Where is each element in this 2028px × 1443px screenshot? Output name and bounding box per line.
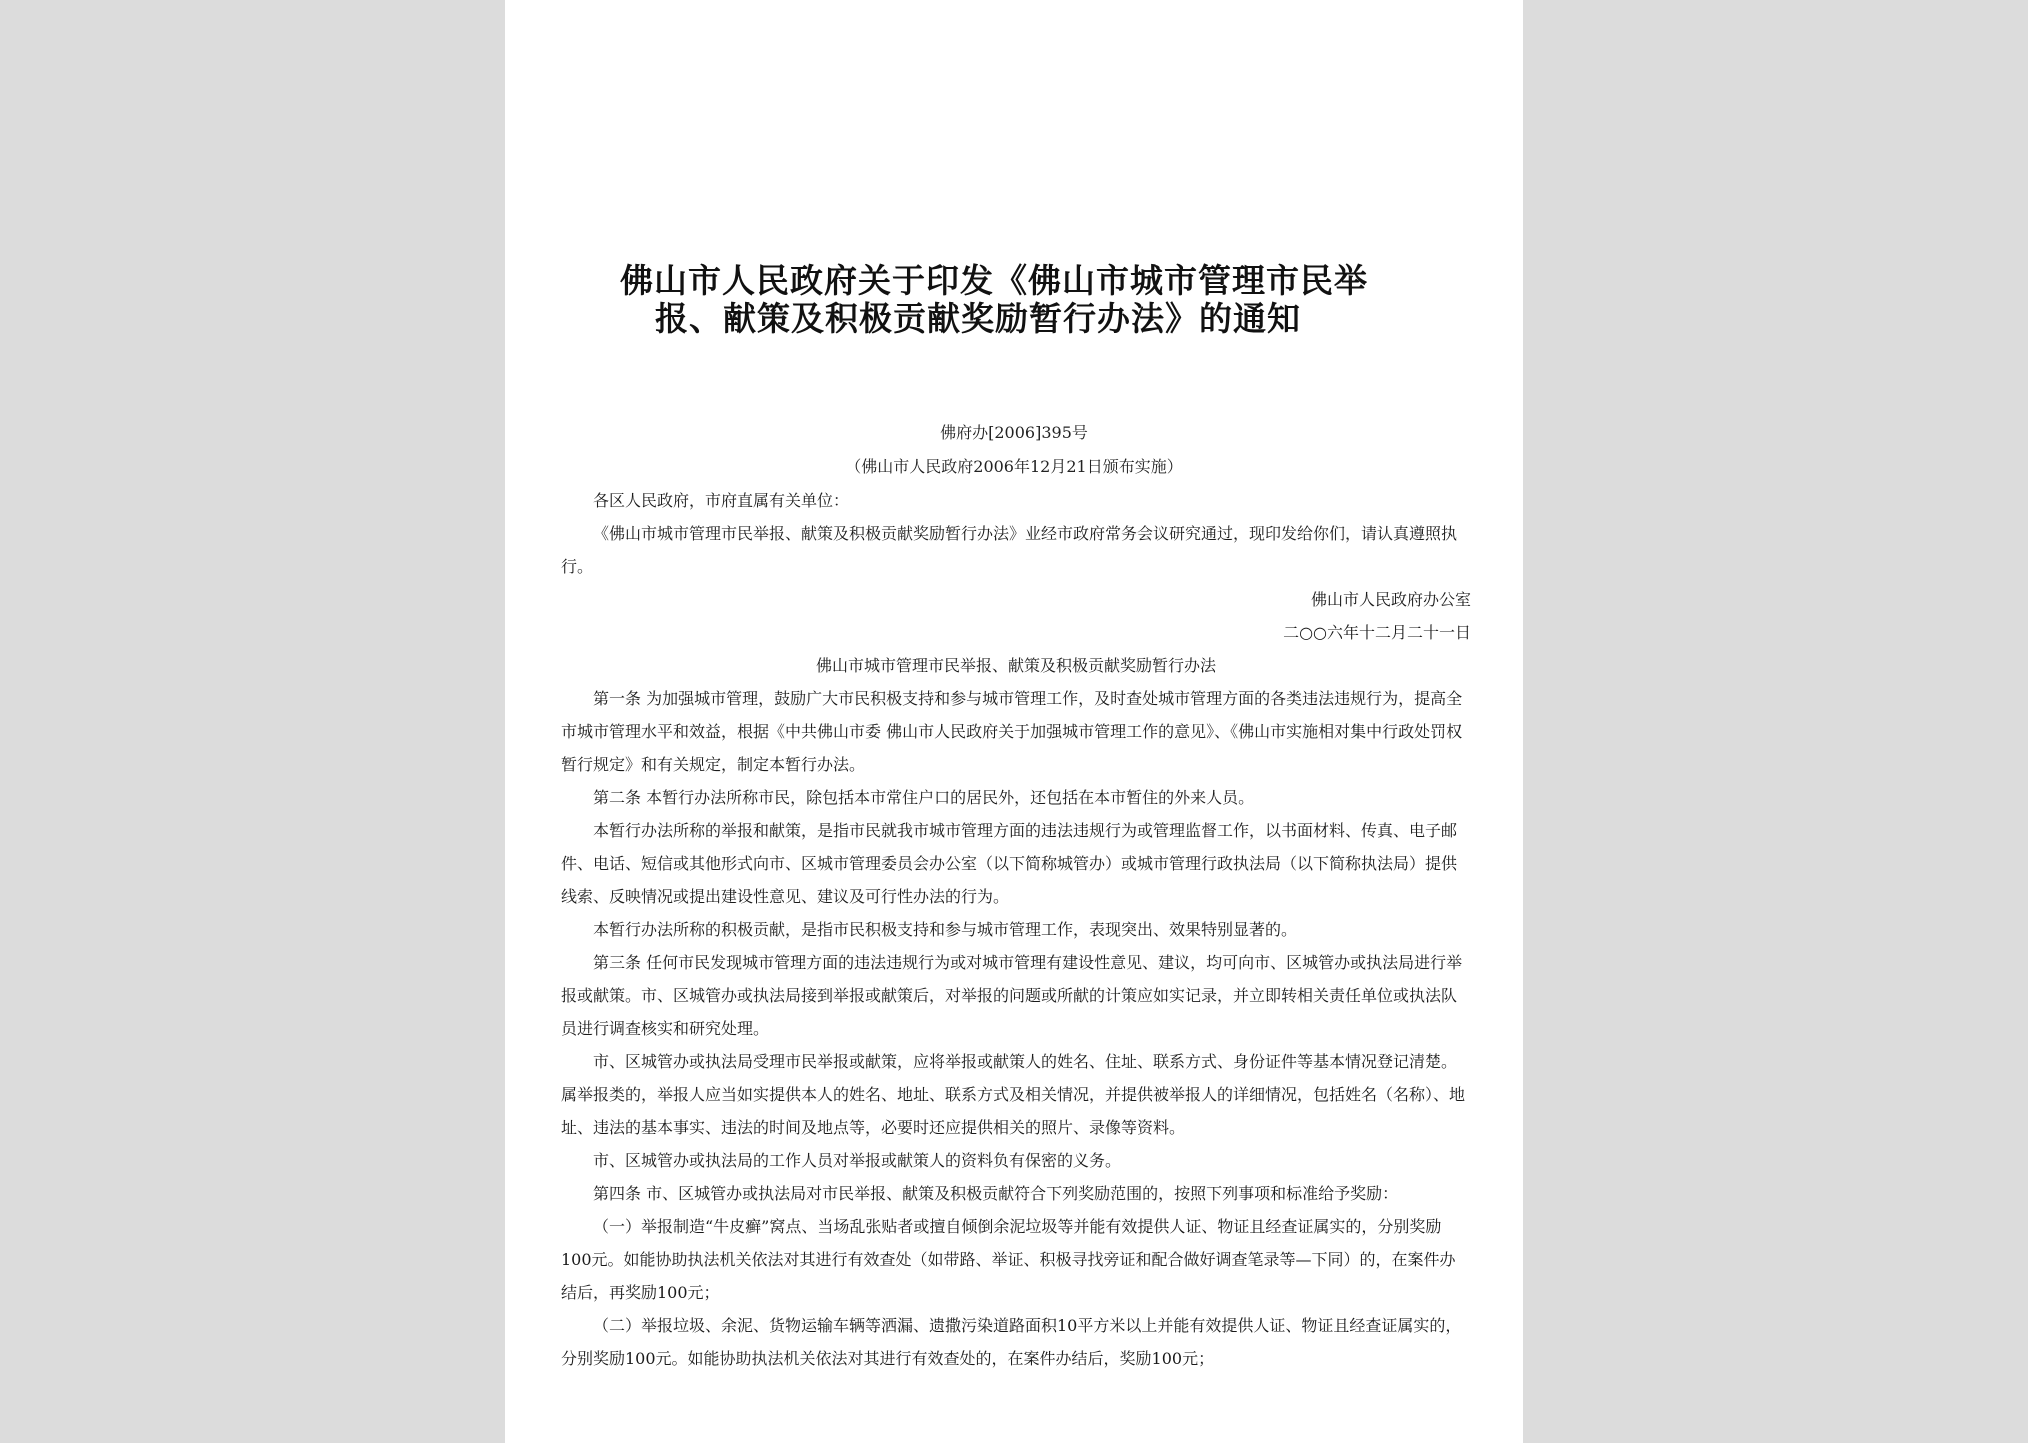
document-number: 佛府办[2006]395号 [940, 423, 1088, 442]
article-paragraph: 本暂行办法所称的积极贡献，是指市民积极支持和参与城市管理工作，表现突出、效果特别显著的。 [593, 920, 1298, 939]
article-paragraph: （二）举报垃圾、余泥、货物运输车辆等洒漏、遗撒污染道路面积10平方米以上并能有效提供人证、物证且经查证属实的，分别奖励100元。如能协助执法机关依法对其进行有效查处的，在案件办结后，奖励100元； [561, 1316, 1462, 1368]
article-paragraph: 市、区城管办或执法局的工作人员对举报或献策人的资料负有保密的义务。 [593, 1151, 1122, 1170]
signature-org: 佛山市人民政府办公室 [1310, 590, 1471, 609]
document-page [505, 0, 1523, 1443]
issued-note: （佛山市人民政府2006年12月21日颁布实施） [845, 457, 1183, 476]
title-line-1: 佛山市人民政府关于印发《佛山市城市管理市民举 [620, 261, 1368, 300]
article-paragraph: 第四条 市、区城管办或执法局对市民举报、献策及积极贡献符合下列奖励范围的，按照下列事项和标准给予奖励： [593, 1184, 1399, 1203]
addressee: 各区人民政府，市府直属有关单位： [593, 491, 850, 510]
measures-title: 佛山市城市管理市民举报、献策及积极贡献奖励暂行办法 [815, 656, 1216, 675]
document-body [561, 484, 1471, 1375]
article-paragraph: 第二条 本暂行办法所称市民，除包括本市常住户口的居民外，还包括在本市暂住的外来人员。 [593, 788, 1255, 807]
article-paragraph: 市、区城管办或执法局受理市民举报或献策，应将举报或献策人的姓名、住址、联系方式、身份证件等基本情况登记清楚。属举报类的，举报人应当如实提供本人的姓名、地址、联系方式及相关情况，并提供被举报人的详细情况，包括姓名（名称）、地址、违法的基本事实、违法的时间及地点等，必要时还应提供相关的照片、录像等资料。 [561, 1052, 1466, 1137]
title-line-2: 报、献策及积极贡献奖励暂行办法》的通知 [655, 299, 1301, 338]
article-paragraph: （一）举报制造“牛皮癣”窝点、当场乱张贴者或擅自倾倒余泥垃圾等并能有效提供人证、物证且经查证属实的，分别奖励100元。如能协助执法机关依法对其进行有效查处（如带路、举证、积极寻找旁证和配合做好调查笔录等—下同）的，在案件办结后，再奖励100元； [561, 1217, 1456, 1302]
intro-paragraph: 《佛山市城市管理市民举报、献策及积极贡献奖励暂行办法》业经市政府常务会议研究通过，现印发给你们，请认真遵照执行。 [561, 524, 1458, 576]
document-title [620, 262, 1460, 338]
article-paragraph: 第一条 为加强城市管理，鼓励广大市民积极支持和参与城市管理工作，及时查处城市管理方面的各类违法违规行为，提高全市城市管理水平和效益，根据《中共佛山市委 佛山市人民政府关于加强城市管理工作的意见》、《佛山市实施相对集中行政处罚权暂行规定》和有关规定，制定本暂行办法。 [561, 689, 1463, 774]
article-paragraph: 第三条 任何市民发现城市管理方面的违法违规行为或对城市管理有建设性意见、建议，均可向市、区城管办或执法局进行举报或献策。市、区城管办或执法局接到举报或献策后，对举报的问题或所献的计策应如实记录，并立即转相关责任单位或执法队员进行调查核实和研究处理。 [561, 953, 1463, 1038]
signature-date: 二○○六年十二月二十一日 [1283, 623, 1471, 642]
article-paragraph: 本暂行办法所称的举报和献策，是指市民就我市城市管理方面的违法违规行为或管理监督工作，以书面材料、传真、电子邮件、电话、短信或其他形式向市、区城市管理委员会办公室（以下简称城管办）或城市管理行政执法局（以下简称执法局）提供线索、反映情况或提出建设性意见、建议及可行性办法的行为。 [561, 821, 1458, 906]
